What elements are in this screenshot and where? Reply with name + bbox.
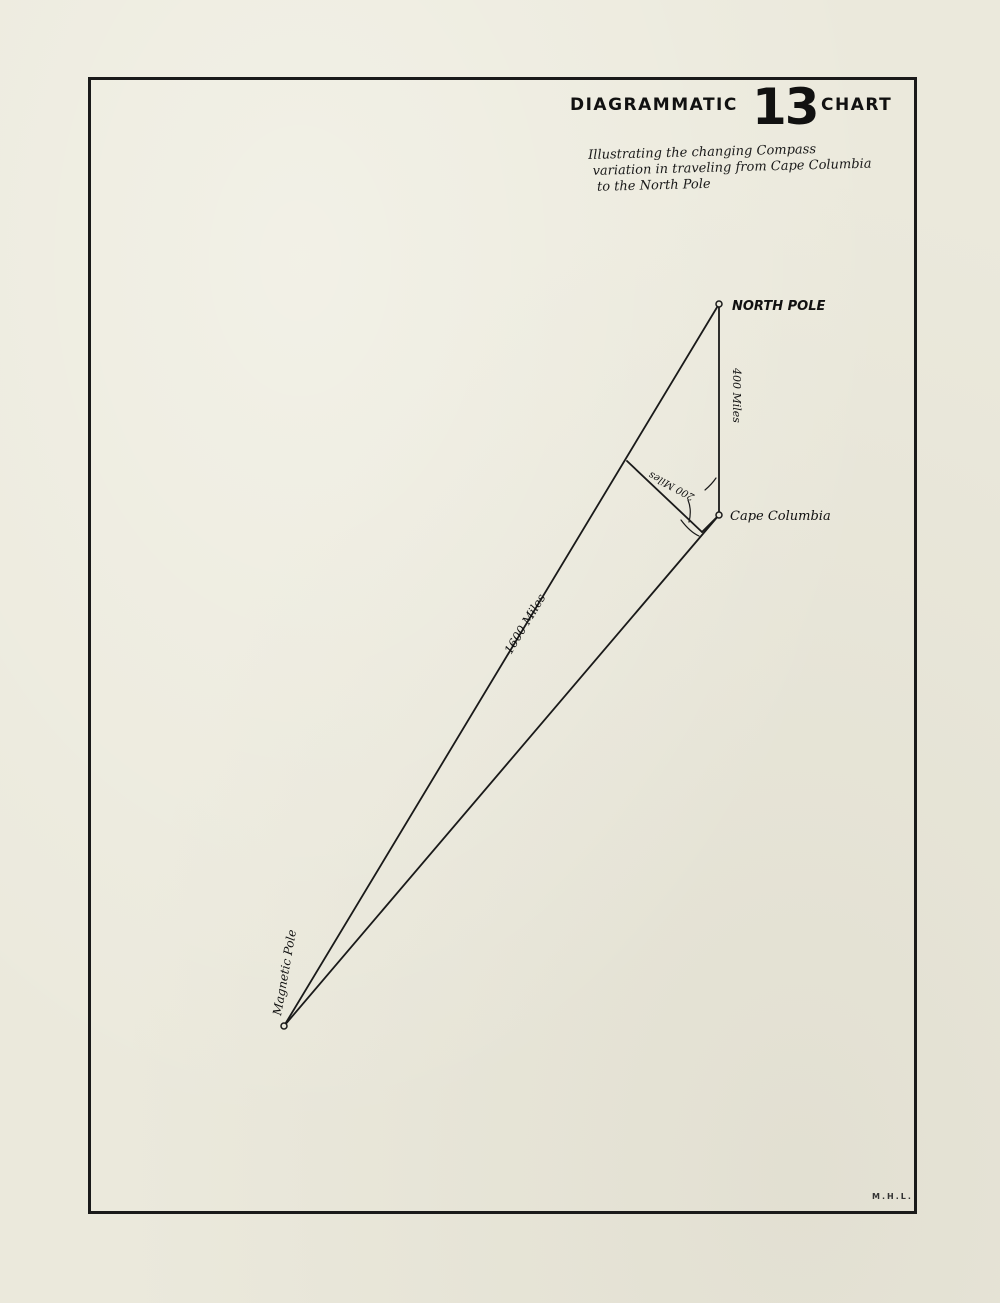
subtitle-line-2: variation in traveling from Cape Columbia — [592, 156, 872, 179]
angle-arc-bottom — [681, 520, 699, 536]
cape-columbia-marker — [716, 512, 722, 518]
distance-label-1600: 1600 Miles — [501, 591, 549, 657]
subtitle-line-3: to the North Pole — [596, 176, 711, 195]
north-pole-label: NORTH POLE — [732, 299, 826, 314]
chart-number: 13 — [752, 78, 818, 136]
subtitle-line-1: Illustrating the changing Compass — [588, 142, 817, 163]
magnetic-pole-label: Magnetic Pole — [270, 928, 300, 1017]
line-magnetic-to-cape-columbia — [284, 515, 719, 1026]
artist-initials: M.H.L. — [872, 1192, 913, 1201]
north-pole-marker — [716, 301, 722, 307]
cape-columbia-label: Cape Columbia — [730, 509, 831, 524]
angle-arc-top — [705, 478, 716, 490]
line-magnetic-to-north-pole — [284, 304, 719, 1026]
title-right-word: CHART — [821, 95, 893, 115]
distance-label-400: 400 Miles — [730, 368, 743, 423]
distance-label-200: 200 Miles — [647, 468, 697, 503]
title-left-word: DIAGRAMMATIC — [570, 95, 738, 115]
magnetic-pole-marker — [281, 1023, 287, 1029]
